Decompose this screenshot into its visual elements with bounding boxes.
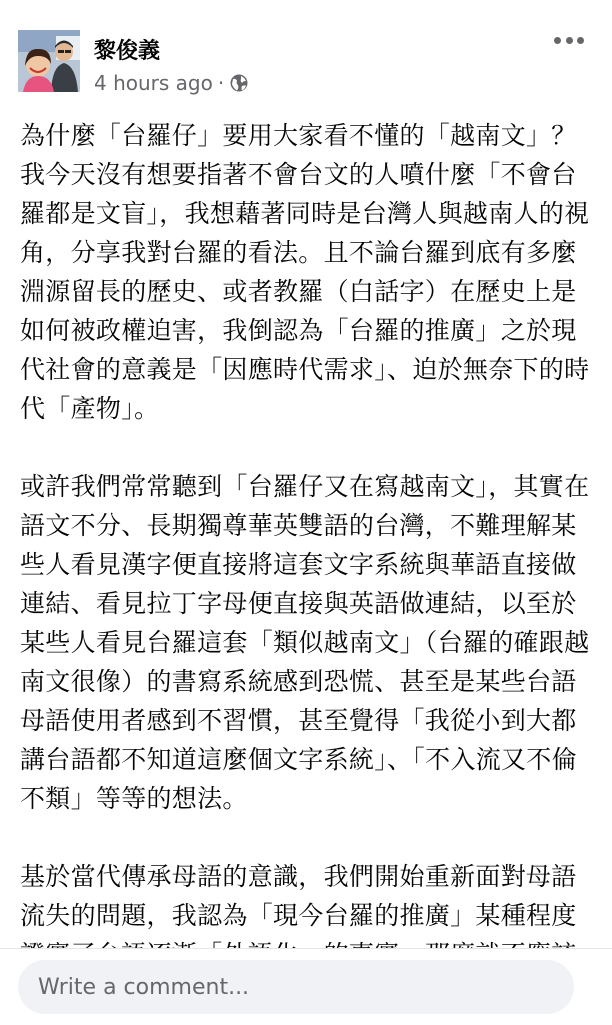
post-time[interactable]: 4 hours ago [94, 71, 213, 95]
more-dot-icon [566, 37, 573, 44]
post-header [0, 0, 612, 110]
globe-icon[interactable] [229, 73, 249, 93]
post-paragraph: 或許我們常常聽到「台羅仔又在寫越南文」，其實在語文不分、長期獨尊華英雙語的台灣，不難理解某些人看見漢字便直接將這套文字系統與華語直接做連結、看見拉丁字母便直接與英語做連結，以至於某些人看見台羅這套「類似越南文」（台羅的確跟越南文很像）的書寫系統感到恐慌、甚至是某些台語母語使用者感到不習慣，甚至覺得「我從小到大都講台語都不知道這麼個文字系統」、「不入流又不倫不類」等等的想法。 [20, 472, 590, 813]
comment-input[interactable] [18, 960, 574, 1014]
post-meta [94, 71, 249, 95]
more-options-button[interactable] [554, 30, 584, 50]
author-name[interactable]: 黎俊義 [94, 39, 161, 64]
post-paragraph: 為什麼「台羅仔」要用大家看不懂的「越南文」？我今天沒有想要指著不會台文的人噴什麼「不會台羅都是文盲」，我想藉著同時是台灣人與越南人的視角，分享我對台羅的看法。且不論台羅到底有多麼淵源留長的歷史、或者教羅（白話字）在歷史上是如何被政權迫害，我倒認為「台羅的推廣」之於現代社會的意義是「因應時代需求」、迫於無奈下的時代「產物」。 [20, 121, 590, 423]
avatar-photo-icon [18, 30, 80, 92]
post-paragraph: 基於當代傳承母語的意識，我們開始重新面對母語流失的問題，我認為「現今台羅的推廣」某種程度 [20, 862, 577, 930]
more-dot-icon [554, 37, 561, 44]
comment-composer [0, 948, 612, 1025]
post-body [20, 116, 596, 948]
more-dot-icon [577, 37, 584, 44]
meta-separator: · [217, 71, 225, 95]
avatar[interactable] [18, 30, 80, 92]
